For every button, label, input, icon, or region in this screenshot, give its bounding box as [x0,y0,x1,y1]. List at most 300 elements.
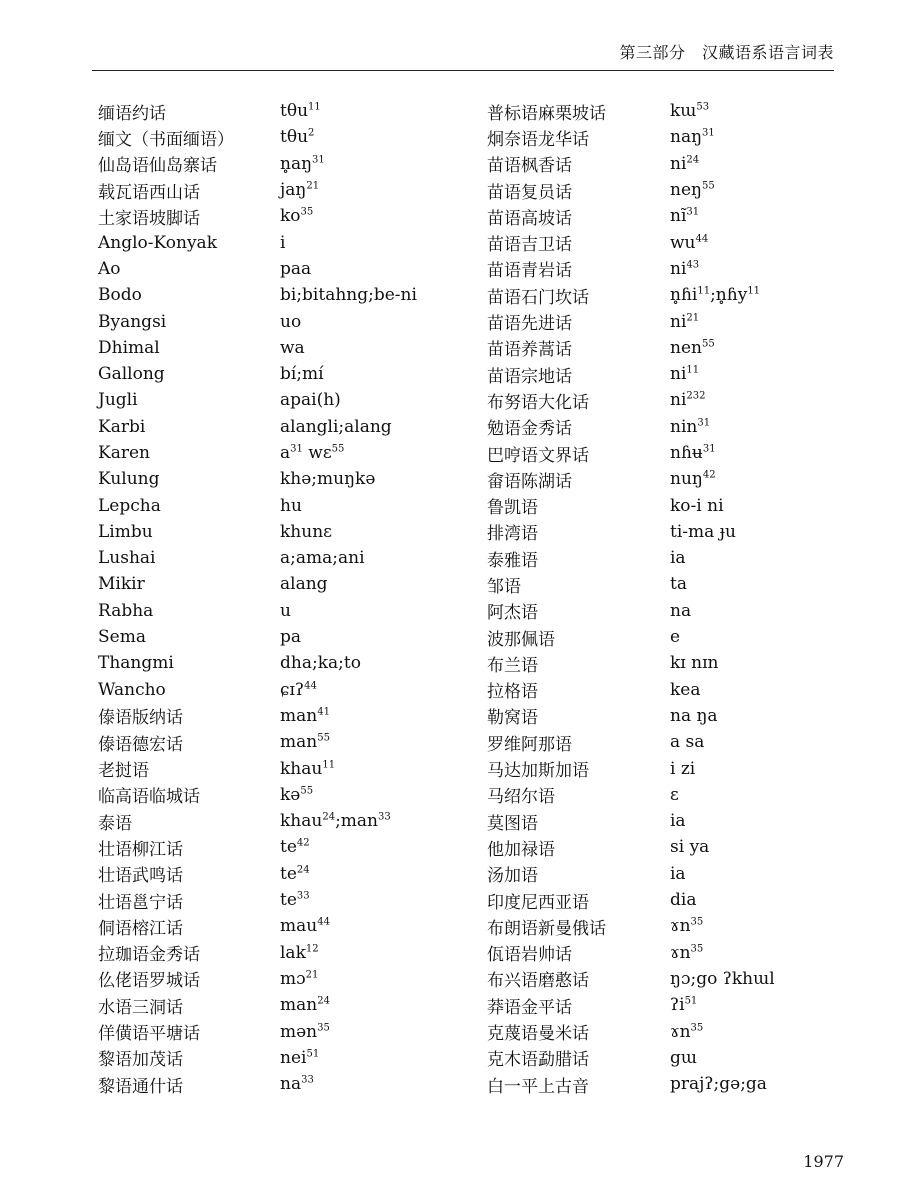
word-entry-row [487,624,847,650]
form-text: kɯ [670,101,697,122]
word-entry-row [98,519,478,545]
tone-superscript: 31 [702,443,716,455]
word-entry-row [98,1045,478,1071]
word-form [670,706,847,726]
form-text: naŋ [670,127,703,148]
language-name: 苗语复员话 [487,182,572,203]
word-form [670,443,847,463]
form-text: gɯ [670,1047,698,1068]
word-form [280,443,478,463]
word-entry-row [98,256,478,282]
form-text: ia [670,548,686,569]
language-name: 勒窝语 [487,708,538,729]
word-entry-row [487,203,847,229]
word-entry-row [487,650,847,676]
form-text: dia [670,890,697,911]
form-text: e [670,627,681,648]
tone-superscript: 44 [304,680,317,692]
language-name: 拉珈语金秀话 [98,945,200,966]
tone-superscript: 43 [686,259,700,271]
word-form [670,890,847,910]
word-form [280,548,478,568]
word-form [280,285,478,305]
language-name: 傣语德宏话 [98,734,183,755]
word-form [280,680,478,700]
word-entry-row [98,887,478,913]
form-text: khau [280,758,323,779]
tone-superscript: 11 [747,285,761,297]
language-name: Gallong [98,364,165,385]
word-entry-row [487,151,847,177]
word-form [280,732,478,752]
language-name: Wancho [98,679,166,700]
form-text: man [280,732,318,753]
word-form [670,627,847,647]
language-name: 克木语勐腊话 [487,1050,589,1071]
language-name: 临高语临城话 [98,787,200,808]
language-name: Lepcha [98,495,161,516]
language-name: Karbi [98,416,146,437]
language-name: 他加禄语 [487,839,555,860]
language-name: 布兴语磨憨话 [487,971,589,992]
language-name: 布努语大化话 [487,392,589,413]
form-text: wɛ [302,443,332,463]
tone-superscript: 21 [305,969,319,981]
form-text: dha;ka;to [280,653,361,674]
language-name: 布朗语新曼俄话 [487,918,606,939]
language-name: Mikir [98,574,145,595]
tone-superscript: 51 [684,995,698,1007]
word-form [670,285,847,305]
form-text: a;ama;ani [280,548,365,569]
form-text: te [280,837,297,858]
language-name: 邹语 [487,576,521,597]
word-entry-row [98,650,478,676]
word-form [280,706,478,726]
word-entry-row [98,203,478,229]
word-form [670,548,847,568]
tone-superscript: 2 [308,127,315,139]
word-entry-row [98,834,478,860]
word-entry-row [487,361,847,387]
word-form [670,338,847,358]
word-entry-row [487,124,847,150]
word-form [670,522,847,542]
word-form [280,1074,478,1094]
word-form [280,969,478,989]
language-name: 排湾语 [487,524,538,545]
tone-superscript: 24 [322,811,336,823]
word-entry-row [487,545,847,571]
form-text: i zi [670,758,696,779]
form-text: nɦʉ [670,443,703,463]
language-name: 马达加斯加语 [487,761,589,782]
language-name: 苗语枫香话 [487,156,572,177]
page-number: 1977 [803,1152,844,1171]
tone-superscript: 11 [686,364,700,376]
word-form [280,811,478,831]
form-text: ;man [335,811,379,832]
word-entry-row [487,229,847,255]
form-text: tθu [280,127,309,148]
form-text: hu [280,495,302,516]
form-text: te [280,890,297,911]
form-text: ko [280,206,301,227]
form-text: ɤn [670,942,691,963]
language-name: 莫图语 [487,813,538,834]
form-text: mau [280,916,318,937]
form-text: wu [670,232,696,253]
form-text: mɔ [280,968,306,989]
language-name: 泰语 [98,813,132,834]
word-form [280,1048,478,1068]
word-form [280,759,478,779]
form-text: neŋ [670,180,702,201]
right-column [487,98,847,1097]
word-entry-row [487,177,847,203]
word-form [670,469,847,489]
language-name: 巴哼语文界话 [487,445,589,466]
tone-superscript: 55 [701,180,715,192]
word-form [670,811,847,831]
language-name: 波那佩语 [487,629,555,650]
word-entry-row [98,677,478,703]
word-form [280,837,478,857]
word-entry-row [98,387,478,413]
form-text: bí;mí [280,364,324,385]
word-form [280,522,478,542]
tone-superscript: 35 [690,942,704,954]
language-name: Anglo-Konyak [98,232,217,253]
language-name: 苗语石门坎话 [487,287,589,308]
form-text: a [280,443,291,463]
form-text: prajʔ;gə;ga [670,1074,767,1095]
word-form [670,1074,847,1094]
language-name: 缅语约话 [98,103,166,124]
tone-superscript: 51 [306,1048,320,1060]
form-text: man [280,705,318,726]
word-entry-row [487,492,847,518]
word-entry-row [487,834,847,860]
form-text: ɕɪʔ [280,679,305,700]
left-column [98,98,478,1097]
form-text: ia [670,863,686,884]
word-form [670,364,847,384]
tone-superscript: 31 [702,127,715,139]
word-form [670,390,847,410]
language-name: Thangmi [98,653,174,674]
word-entry-row [487,782,847,808]
form-text: alang [280,574,328,595]
tone-superscript: 31 [697,417,711,429]
tone-superscript: 42 [296,837,310,849]
word-entry-row [487,887,847,913]
language-name: 仙岛语仙岛寨话 [98,156,217,177]
form-text: na [670,600,692,621]
word-entry-row [98,282,478,308]
language-name: 土家语坡脚话 [98,208,200,229]
word-entry-row [98,492,478,518]
header-title: 第三部分 汉藏语系语言词表 [619,43,834,62]
word-form [670,969,847,989]
word-form [280,864,478,884]
word-entry-row [487,414,847,440]
word-entry-row [98,1018,478,1044]
form-text: ta [670,574,687,595]
language-name: 载瓦语西山话 [98,182,200,203]
word-form [280,653,478,673]
form-text: n̥ɦi [670,285,698,306]
form-text: nuŋ [670,469,703,490]
language-name: Dhimal [98,337,160,358]
language-name: 苗语养蒿话 [487,340,572,361]
language-name: 布兰语 [487,655,538,676]
language-name: Limbu [98,521,153,542]
word-entry-row [98,940,478,966]
word-entry-row [98,308,478,334]
tone-superscript: 12 [305,942,319,954]
word-form [280,417,478,437]
word-form [280,206,478,226]
word-entry-row [487,440,847,466]
language-name: 苗语先进话 [487,314,572,335]
form-text: nen [670,337,702,358]
word-entry-row [98,466,478,492]
word-form [670,601,847,621]
word-entry-row [98,729,478,755]
form-text: wa [280,337,305,358]
word-entry-row [487,335,847,361]
language-name: 老挝语 [98,761,149,782]
form-text: a sa [670,732,705,753]
language-name: 苗语高坡话 [487,208,572,229]
language-name: Byangsi [98,311,167,332]
word-form [280,469,478,489]
word-entry-row [98,414,478,440]
word-entry-row [487,308,847,334]
language-name: 苗语吉卫话 [487,235,572,256]
form-text: lak [280,942,306,963]
language-name: 苗语宗地话 [487,366,572,387]
language-name: 仫佬语罗城话 [98,971,200,992]
language-name: 畲语陈湖话 [487,471,572,492]
language-name: 黎语通什话 [98,1076,183,1097]
form-text: u [280,600,291,621]
form-text: kea [670,679,701,700]
form-text: ko-i ni [670,495,724,516]
word-entry-row [98,124,478,150]
language-name: 佤语岩帅话 [487,945,572,966]
tone-superscript: 35 [317,1021,330,1033]
form-text: apai(h) [280,390,341,411]
word-entry-row [487,571,847,597]
header-rule [92,70,834,71]
form-text: ni [670,153,687,174]
word-form [280,312,478,332]
form-text: i [280,232,286,253]
form-text: na ŋa [670,705,718,726]
word-entry-row [487,677,847,703]
word-entry-row [487,966,847,992]
word-entry-row [487,992,847,1018]
tone-superscript: 232 [686,390,706,402]
word-form [280,233,478,253]
word-form [670,995,847,1015]
word-form [670,732,847,752]
language-name: 炯奈语龙华话 [487,129,589,150]
word-entry-row [487,1045,847,1071]
language-name: Lushai [98,548,156,569]
form-text: kə [280,784,301,805]
word-form [670,653,847,673]
language-name: 壮语武鸣话 [98,866,183,887]
tone-superscript: 55 [317,732,330,744]
word-form [670,680,847,700]
form-text: alangli;alang [280,416,392,437]
language-name: 拉格语 [487,682,538,703]
form-text: te [280,863,297,884]
word-form [280,338,478,358]
language-name: 佯僙语平塘话 [98,1024,200,1045]
tone-superscript: 24 [686,154,700,166]
language-name: 泰雅语 [487,550,538,571]
word-entry-row [487,466,847,492]
word-form [670,312,847,332]
word-entry-row [487,940,847,966]
word-form [280,1022,478,1042]
word-entry-row [487,519,847,545]
word-form [670,785,847,805]
form-text: uo [280,311,302,332]
form-text: ŋɔ;go ʔkhɯl [670,968,775,989]
tone-superscript: 11 [697,285,711,297]
tone-superscript: 33 [301,1074,314,1086]
language-name: Kulung [98,469,160,490]
word-form [670,837,847,857]
form-text: ɤn [670,916,691,937]
form-text: ia [670,811,686,832]
word-entry-row [98,966,478,992]
word-form [670,259,847,279]
language-name: Ao [98,258,121,279]
word-entry-row [487,98,847,124]
language-name: 印度尼西亚语 [487,892,589,913]
form-text: tθu [280,101,309,122]
tone-superscript: 21 [306,180,320,192]
word-entry-row [98,151,478,177]
language-name: Karen [98,443,150,463]
word-entry-row [98,361,478,387]
word-form [670,1048,847,1068]
word-entry-row [487,703,847,729]
language-name: 苗语青岩话 [487,261,572,282]
word-form [280,785,478,805]
word-entry-row [98,598,478,624]
word-entry-row [98,335,478,361]
language-name: 莽语金平话 [487,997,572,1018]
form-text: n̥aŋ [280,153,313,174]
word-form [280,154,478,174]
word-form [280,496,478,516]
word-entry-row [487,861,847,887]
language-name: Jugli [98,390,138,411]
word-form [670,233,847,253]
tone-superscript: 31 [312,154,325,166]
form-text: khunɛ [280,521,332,542]
word-form [670,101,847,121]
form-text: ;n̥ɦy [710,285,748,306]
word-entry-row [487,282,847,308]
language-name: 阿杰语 [487,603,538,624]
language-name: 勉语金秀话 [487,419,572,440]
tone-superscript: 55 [701,338,715,350]
form-text: nĩ [670,206,687,227]
form-text: ɛ [670,784,679,805]
language-name: 傣语版纳话 [98,708,183,729]
tone-superscript: 11 [322,758,336,770]
tone-superscript: 44 [317,916,330,928]
language-name: 罗维阿那语 [487,734,572,755]
word-entry-row [487,1018,847,1044]
form-text: ni [670,390,687,411]
language-name: 黎语加茂话 [98,1050,183,1071]
form-text: nei [280,1047,307,1068]
word-entry-row [98,703,478,729]
word-form [280,601,478,621]
language-name: 侗语榕江话 [98,918,183,939]
form-text: ni [670,364,687,385]
word-form [280,627,478,647]
language-name: 克蔑语曼米话 [487,1024,589,1045]
word-entry-row [487,256,847,282]
word-form [280,995,478,1015]
word-form [280,574,478,594]
tone-superscript: 31 [290,443,303,455]
form-text: khau [280,811,323,832]
form-text: kɪ nɪn [670,653,719,674]
word-form [280,101,478,121]
word-entry-row [487,387,847,413]
word-entry-row [487,808,847,834]
language-name: 马绍尔语 [487,787,555,808]
language-name: 汤加语 [487,866,538,887]
tone-superscript: 55 [331,443,345,455]
word-entry-row [98,861,478,887]
language-name: 水语三洞话 [98,997,183,1018]
tone-superscript: 41 [317,706,330,718]
running-header [0,0,900,80]
word-entry-row [98,177,478,203]
word-form [670,127,847,147]
form-text: nin [670,416,698,437]
word-entry-row [98,624,478,650]
word-entry-row [98,1071,478,1097]
form-text: ɤn [670,1021,691,1042]
word-entry-row [487,598,847,624]
tone-superscript: 55 [300,785,314,797]
word-entry-row [98,545,478,571]
form-text: jaŋ [280,180,307,201]
language-name: Bodo [98,285,142,306]
tone-superscript: 24 [317,995,330,1007]
tone-superscript: 31 [686,206,700,218]
language-name: 壮语邕宁话 [98,892,183,913]
word-form [280,890,478,910]
form-text: ʔi [670,995,685,1016]
word-form [670,496,847,516]
form-text: ti-ma ɟu [670,521,736,542]
tone-superscript: 35 [690,1021,704,1033]
